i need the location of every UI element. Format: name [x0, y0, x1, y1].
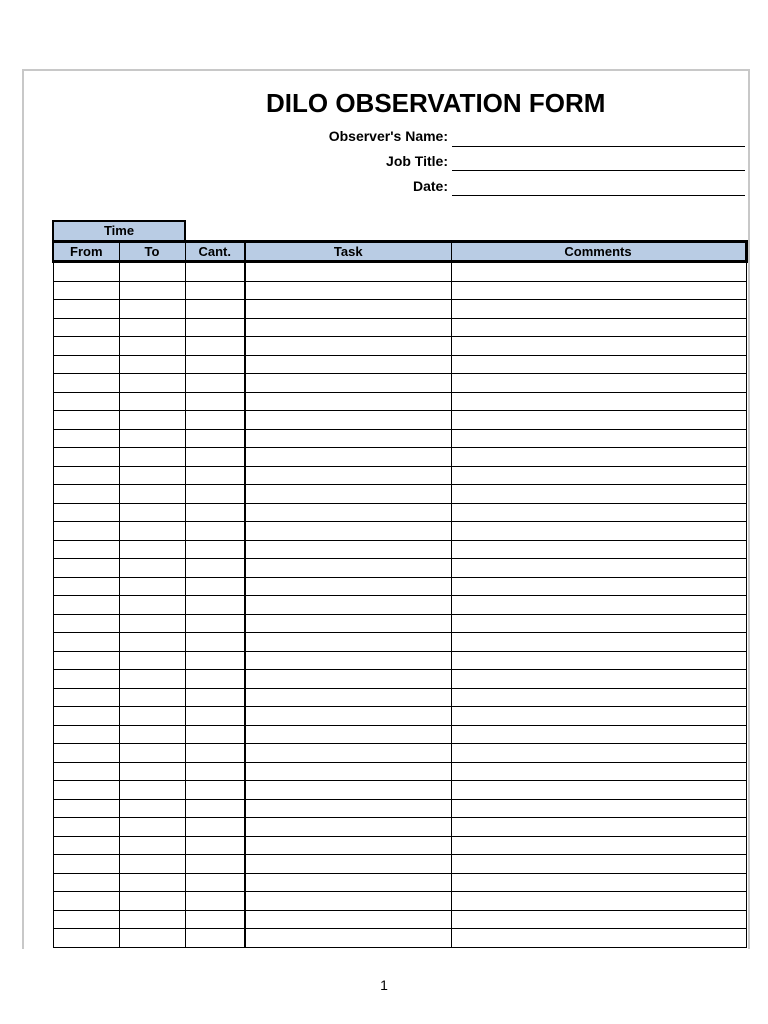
comments-cell[interactable]	[451, 466, 746, 485]
comments-cell[interactable]	[451, 836, 746, 855]
to-cell[interactable]	[119, 707, 185, 726]
to-cell[interactable]	[119, 281, 185, 300]
cant-cell[interactable]	[185, 651, 245, 670]
cant-cell[interactable]	[185, 892, 245, 911]
to-cell[interactable]	[119, 485, 185, 504]
task-cell[interactable]	[245, 300, 451, 319]
column-header-to: To	[119, 242, 185, 262]
to-cell[interactable]	[119, 818, 185, 837]
task-cell[interactable]	[245, 262, 451, 282]
task-cell[interactable]	[245, 374, 451, 393]
comments-cell[interactable]	[451, 762, 746, 781]
task-cell[interactable]	[245, 355, 451, 374]
to-cell[interactable]	[119, 355, 185, 374]
cant-cell[interactable]	[185, 355, 245, 374]
task-cell[interactable]	[245, 762, 451, 781]
task-cell[interactable]	[245, 744, 451, 763]
to-cell[interactable]	[119, 762, 185, 781]
comments-cell[interactable]	[451, 392, 746, 411]
comments-cell[interactable]	[451, 855, 746, 874]
date-field[interactable]	[452, 195, 745, 196]
table-body	[53, 262, 746, 948]
comments-cell[interactable]	[451, 873, 746, 892]
from-cell[interactable]	[53, 262, 119, 282]
to-cell[interactable]	[119, 577, 185, 596]
comments-cell[interactable]	[451, 485, 746, 504]
from-cell[interactable]	[53, 855, 119, 874]
to-cell[interactable]	[119, 836, 185, 855]
table-row	[53, 485, 746, 504]
task-cell[interactable]	[245, 429, 451, 448]
table-row	[53, 781, 746, 800]
column-header-cant: Cant.	[185, 242, 245, 262]
table-row	[53, 318, 746, 337]
task-cell[interactable]	[245, 929, 451, 948]
cant-cell[interactable]	[185, 910, 245, 929]
time-group-header: Time	[52, 220, 186, 240]
task-cell[interactable]	[245, 781, 451, 800]
comments-cell[interactable]	[451, 355, 746, 374]
cant-cell[interactable]	[185, 929, 245, 948]
to-cell[interactable]	[119, 651, 185, 670]
from-cell[interactable]	[53, 559, 119, 578]
comments-cell[interactable]	[451, 651, 746, 670]
from-cell[interactable]	[53, 318, 119, 337]
from-cell[interactable]	[53, 337, 119, 356]
table-row	[53, 429, 746, 448]
task-cell[interactable]	[245, 910, 451, 929]
cant-cell[interactable]	[185, 799, 245, 818]
from-cell[interactable]	[53, 485, 119, 504]
to-cell[interactable]	[119, 781, 185, 800]
cant-cell[interactable]	[185, 448, 245, 467]
to-cell[interactable]	[119, 799, 185, 818]
table-row	[53, 262, 746, 282]
cant-cell[interactable]	[185, 688, 245, 707]
comments-cell[interactable]	[451, 910, 746, 929]
from-cell[interactable]	[53, 892, 119, 911]
table-row	[53, 559, 746, 578]
table-row	[53, 614, 746, 633]
comments-cell[interactable]	[451, 300, 746, 319]
task-cell[interactable]	[245, 836, 451, 855]
from-cell[interactable]	[53, 392, 119, 411]
comments-cell[interactable]	[451, 411, 746, 430]
table-row	[53, 466, 746, 485]
from-cell[interactable]	[53, 503, 119, 522]
to-cell[interactable]	[119, 411, 185, 430]
to-cell[interactable]	[119, 892, 185, 911]
table-row	[53, 799, 746, 818]
task-cell[interactable]	[245, 707, 451, 726]
task-cell[interactable]	[245, 670, 451, 689]
comments-cell[interactable]	[451, 262, 746, 282]
task-cell[interactable]	[245, 318, 451, 337]
cant-cell[interactable]	[185, 670, 245, 689]
to-cell[interactable]	[119, 262, 185, 282]
table-row	[53, 337, 746, 356]
to-cell[interactable]	[119, 873, 185, 892]
observer-name-label: Observer's Name:	[328, 128, 448, 144]
observer-name-field[interactable]	[452, 146, 745, 147]
task-cell[interactable]	[245, 818, 451, 837]
job-title-field[interactable]	[452, 170, 745, 171]
comments-cell[interactable]	[451, 577, 746, 596]
cant-cell[interactable]	[185, 614, 245, 633]
comments-cell[interactable]	[451, 799, 746, 818]
task-cell[interactable]	[245, 337, 451, 356]
table-row	[53, 392, 746, 411]
table-row	[53, 633, 746, 652]
from-cell[interactable]	[53, 910, 119, 929]
comments-cell[interactable]	[451, 929, 746, 948]
task-cell[interactable]	[245, 485, 451, 504]
task-cell[interactable]	[245, 892, 451, 911]
to-cell[interactable]	[119, 910, 185, 929]
to-cell[interactable]	[119, 318, 185, 337]
cant-cell[interactable]	[185, 596, 245, 615]
comments-cell[interactable]	[451, 318, 746, 337]
comments-cell[interactable]	[451, 818, 746, 837]
from-cell[interactable]	[53, 707, 119, 726]
cant-cell[interactable]	[185, 855, 245, 874]
table-row	[53, 762, 746, 781]
cant-cell[interactable]	[185, 559, 245, 578]
from-cell[interactable]	[53, 651, 119, 670]
cant-cell[interactable]	[185, 318, 245, 337]
task-cell[interactable]	[245, 799, 451, 818]
comments-cell[interactable]	[451, 448, 746, 467]
table-row	[53, 873, 746, 892]
cant-cell[interactable]	[185, 781, 245, 800]
task-cell[interactable]	[245, 873, 451, 892]
to-cell[interactable]	[119, 466, 185, 485]
cant-cell[interactable]	[185, 633, 245, 652]
cant-cell[interactable]	[185, 262, 245, 282]
table-row	[53, 448, 746, 467]
cant-cell[interactable]	[185, 429, 245, 448]
job-title-label: Job Title:	[386, 153, 448, 169]
to-cell[interactable]	[119, 392, 185, 411]
cant-cell[interactable]	[185, 411, 245, 430]
table-row	[53, 855, 746, 874]
to-cell[interactable]	[119, 540, 185, 559]
from-cell[interactable]	[53, 633, 119, 652]
from-cell[interactable]	[53, 466, 119, 485]
task-cell[interactable]	[245, 281, 451, 300]
from-cell[interactable]	[53, 614, 119, 633]
table-row	[53, 300, 746, 319]
from-cell[interactable]	[53, 540, 119, 559]
to-cell[interactable]	[119, 633, 185, 652]
cant-cell[interactable]	[185, 392, 245, 411]
comments-cell[interactable]	[451, 337, 746, 356]
from-cell[interactable]	[53, 818, 119, 837]
task-cell[interactable]	[245, 577, 451, 596]
to-cell[interactable]	[119, 855, 185, 874]
table-row	[53, 818, 746, 837]
comments-cell[interactable]	[451, 744, 746, 763]
table-header-row	[53, 242, 746, 262]
column-header-task: Task	[245, 242, 451, 262]
cant-cell[interactable]	[185, 485, 245, 504]
from-cell[interactable]	[53, 596, 119, 615]
to-cell[interactable]	[119, 448, 185, 467]
table-row	[53, 411, 746, 430]
table-row	[53, 725, 746, 744]
comments-cell[interactable]	[451, 633, 746, 652]
from-cell[interactable]	[53, 374, 119, 393]
cant-cell[interactable]	[185, 374, 245, 393]
task-cell[interactable]	[245, 411, 451, 430]
comments-cell[interactable]	[451, 281, 746, 300]
comments-cell[interactable]	[451, 614, 746, 633]
cant-cell[interactable]	[185, 707, 245, 726]
comments-cell[interactable]	[451, 670, 746, 689]
from-cell[interactable]	[53, 688, 119, 707]
task-cell[interactable]	[245, 725, 451, 744]
task-cell[interactable]	[245, 540, 451, 559]
from-cell[interactable]	[53, 929, 119, 948]
table-row	[53, 355, 746, 374]
from-cell[interactable]	[53, 762, 119, 781]
to-cell[interactable]	[119, 522, 185, 541]
task-cell[interactable]	[245, 503, 451, 522]
cant-cell[interactable]	[185, 744, 245, 763]
comments-cell[interactable]	[451, 892, 746, 911]
from-cell[interactable]	[53, 522, 119, 541]
task-cell[interactable]	[245, 522, 451, 541]
to-cell[interactable]	[119, 374, 185, 393]
cant-cell[interactable]	[185, 577, 245, 596]
comments-cell[interactable]	[451, 374, 746, 393]
to-cell[interactable]	[119, 559, 185, 578]
cant-cell[interactable]	[185, 725, 245, 744]
to-cell[interactable]	[119, 300, 185, 319]
table-row	[53, 707, 746, 726]
cant-cell[interactable]	[185, 873, 245, 892]
task-cell[interactable]	[245, 392, 451, 411]
table-row	[53, 836, 746, 855]
to-cell[interactable]	[119, 725, 185, 744]
table-row	[53, 892, 746, 911]
table-row	[53, 744, 746, 763]
task-cell[interactable]	[245, 614, 451, 633]
cant-cell[interactable]	[185, 836, 245, 855]
comments-cell[interactable]	[451, 725, 746, 744]
from-cell[interactable]	[53, 448, 119, 467]
table-row	[53, 596, 746, 615]
to-cell[interactable]	[119, 688, 185, 707]
from-cell[interactable]	[53, 281, 119, 300]
table-row	[53, 577, 746, 596]
table-row	[53, 540, 746, 559]
table-row	[53, 670, 746, 689]
cant-cell[interactable]	[185, 818, 245, 837]
from-cell[interactable]	[53, 836, 119, 855]
column-header-comments: Comments	[451, 242, 746, 262]
cant-cell[interactable]	[185, 762, 245, 781]
to-cell[interactable]	[119, 503, 185, 522]
to-cell[interactable]	[119, 670, 185, 689]
cant-cell[interactable]	[185, 281, 245, 300]
from-cell[interactable]	[53, 799, 119, 818]
comments-cell[interactable]	[451, 781, 746, 800]
to-cell[interactable]	[119, 929, 185, 948]
from-cell[interactable]	[53, 429, 119, 448]
comments-cell[interactable]	[451, 503, 746, 522]
date-label: Date:	[412, 178, 448, 194]
cant-cell[interactable]	[185, 522, 245, 541]
cant-cell[interactable]	[185, 540, 245, 559]
column-header-from: From	[53, 242, 119, 262]
cant-cell[interactable]	[185, 337, 245, 356]
from-cell[interactable]	[53, 300, 119, 319]
task-cell[interactable]	[245, 855, 451, 874]
observation-table	[52, 240, 748, 948]
from-cell[interactable]	[53, 873, 119, 892]
page-title: DILO OBSERVATION FORM	[266, 88, 606, 118]
to-cell[interactable]	[119, 337, 185, 356]
table-row	[53, 522, 746, 541]
task-cell[interactable]	[245, 596, 451, 615]
task-cell[interactable]	[245, 633, 451, 652]
page-number: 1	[380, 977, 388, 993]
from-cell[interactable]	[53, 670, 119, 689]
to-cell[interactable]	[119, 744, 185, 763]
comments-cell[interactable]	[451, 559, 746, 578]
table-row	[53, 281, 746, 300]
comments-cell[interactable]	[451, 429, 746, 448]
from-cell[interactable]	[53, 355, 119, 374]
table-row	[53, 688, 746, 707]
task-cell[interactable]	[245, 688, 451, 707]
cant-cell[interactable]	[185, 503, 245, 522]
task-cell[interactable]	[245, 466, 451, 485]
from-cell[interactable]	[53, 725, 119, 744]
comments-cell[interactable]	[451, 540, 746, 559]
table-row	[53, 651, 746, 670]
cant-cell[interactable]	[185, 300, 245, 319]
comments-cell[interactable]	[451, 522, 746, 541]
from-cell[interactable]	[53, 577, 119, 596]
comments-cell[interactable]	[451, 688, 746, 707]
cant-cell[interactable]	[185, 466, 245, 485]
comments-cell[interactable]	[451, 707, 746, 726]
to-cell[interactable]	[119, 429, 185, 448]
from-cell[interactable]	[53, 411, 119, 430]
to-cell[interactable]	[119, 614, 185, 633]
table-row	[53, 929, 746, 948]
table-row	[53, 503, 746, 522]
table-row	[53, 910, 746, 929]
to-cell[interactable]	[119, 596, 185, 615]
from-cell[interactable]	[53, 781, 119, 800]
task-cell[interactable]	[245, 651, 451, 670]
from-cell[interactable]	[53, 744, 119, 763]
task-cell[interactable]	[245, 559, 451, 578]
comments-cell[interactable]	[451, 596, 746, 615]
task-cell[interactable]	[245, 448, 451, 467]
table-row	[53, 374, 746, 393]
